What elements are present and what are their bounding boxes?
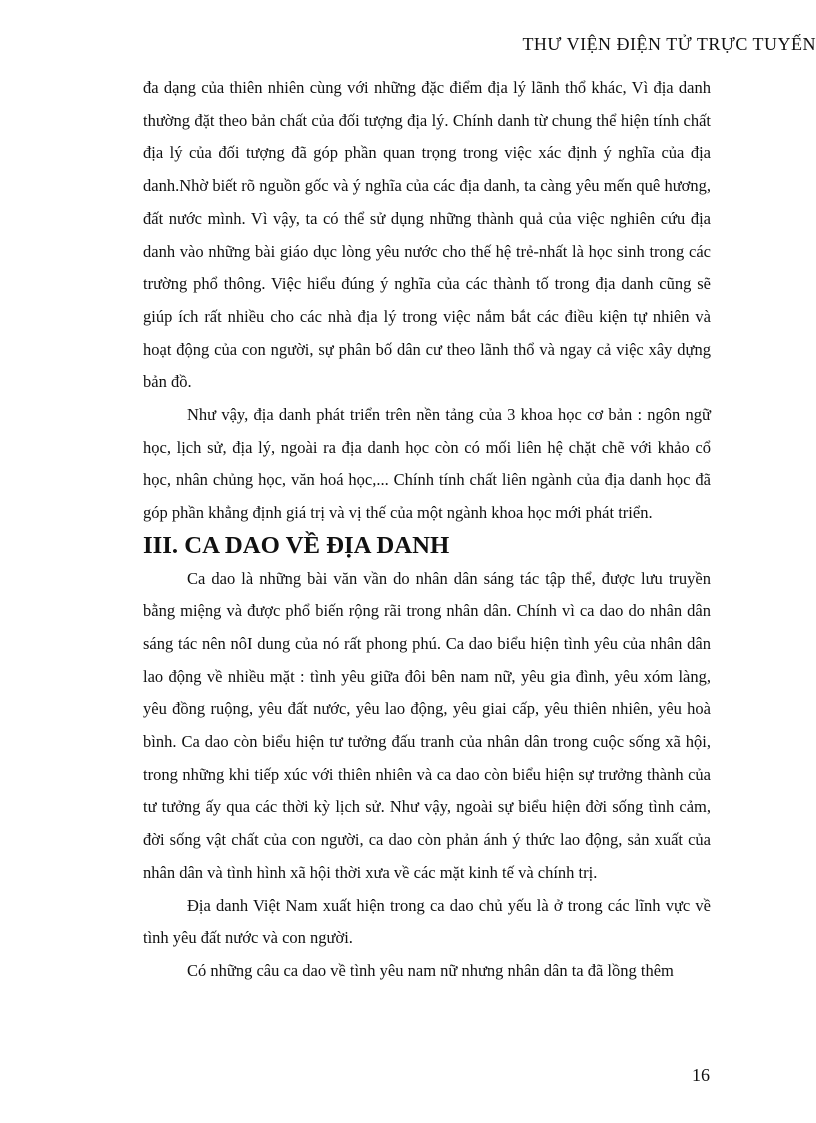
section-heading: III. CA DAO VỀ ĐỊA DANH — [143, 531, 450, 559]
paragraph-interdisciplinary: Như vậy, địa danh phát triển trên nền tảng của 3 khoa học cơ bản : ngôn ngữ học, lịch sử, địa lý, ngoài ra địa danh học còn có mối liên hệ chặt chẽ với khảo cổ học, nhân chủng học, văn hoá học,... Chính tính chất liên ngành của địa danh học đã góp phần khẳng định giá trị và vị thế của một ngành khoa học mới phát triển. — [143, 405, 711, 523]
paragraph-ca-dao-definition: Ca dao là những bài văn vần do nhân dân sáng tác tập thể, được lưu truyền bằng miệng và được phổ biến rộng rãi trong nhân dân. Chính vì ca dao do nhân dân sáng tác nên nôI dung của nó rất phong phú. Ca dao biểu hiện tình yêu của nhân dân lao động về nhiều mặt : tình yêu giữa đôi bên nam nữ, yêu gia đình, yêu xóm làng, yêu đồng ruộng, yêu đất nước, yêu lao động, yêu giai cấp, yêu thiên nhiên, yêu hoà bình. Ca dao còn biểu hiện tư tưởng đấu tranh của nhân dân trong cuộc sống xã hội, trong những khi tiếp xúc với thiên nhiên và ca dao còn biểu hiện sự trưởng thành của tư tưởng ấy qua các thời kỳ lịch sử. Như vậy, ngoài sự biểu hiện đời sống tình cảm, đời sống vật chất của con người, ca dao còn phản ánh ý thức lao động, sản xuất của nhân dân và tình hình xã hội thời xưa về các mặt kinh tế và chính trị. — [143, 568, 711, 882]
running-header: THƯ VIỆN ĐIỆN TỬ TRỰC TUYẾN — [522, 34, 816, 54]
page-body — [143, 72, 711, 988]
paragraph-love-songs: Có những câu ca dao về tình yêu nam nữ nhưng nhân dân ta đã lồng thêm — [187, 960, 674, 980]
paragraph-place-names: Địa danh Việt Nam xuất hiện trong ca dao chủ yếu là ở trong các lĩnh vực về tình yêu đất nước và con người. — [143, 895, 711, 948]
paragraph-continued: đa dạng của thiên nhiên cùng với những đặc điểm địa lý lãnh thổ khác, Vì địa danh thường đặt theo bản chất của đối tượng địa lý. Chính danh từ chung thể hiện tính chất địa lý của đối tượng đã góp phần quan trọng trong việc xác định ý nghĩa của địa danh.Nhờ biết rõ nguồn gốc và ý nghĩa của các địa danh, ta càng yêu mến quê hương, đất nước mình. Vì vậy, ta có thể sử dụng những thành quả của việc nghiên cứu địa danh vào những bài giáo dục lòng yêu nước cho thế hệ trẻ-nhất là học sinh trong các trường phổ thông. Việc hiểu đúng ý nghĩa của các thành tố trong địa danh cũng sẽ giúp ích rất nhiều cho các nhà địa lý trong việc nắm bắt các điều kiện tự nhiên và hoạt động của con người, sự phân bố dân cư theo lãnh thổ và ngay cả việc xây dựng bản đồ. — [143, 78, 711, 392]
page-number: 16 — [692, 1065, 710, 1085]
